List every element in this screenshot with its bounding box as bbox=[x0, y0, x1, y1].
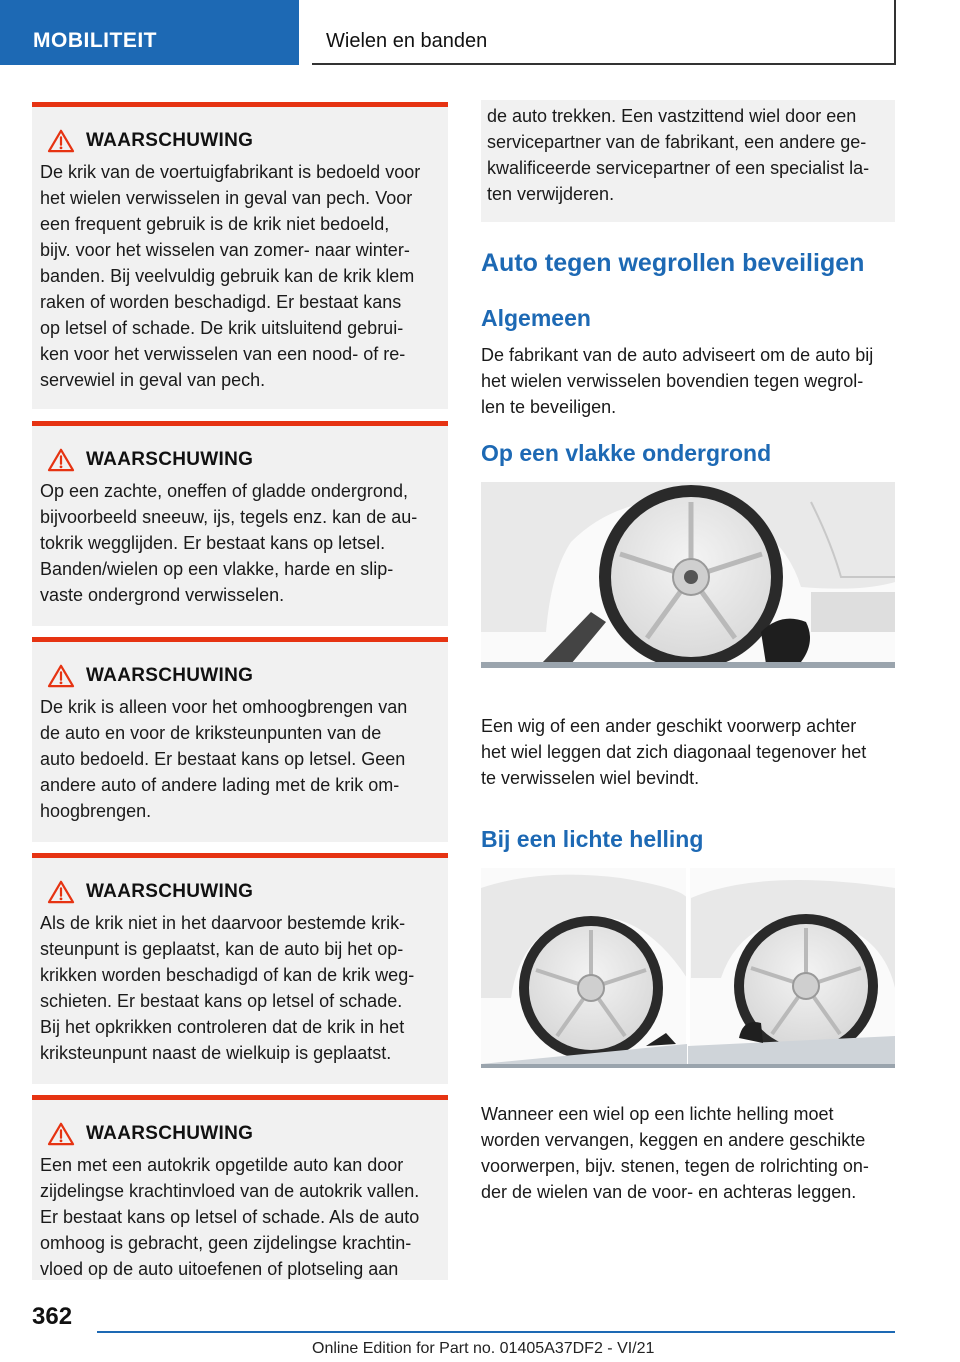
warning-line: bijv. voor het wisselen van zomer- naar winter- bbox=[40, 240, 410, 260]
paragraph-flat-ground bbox=[481, 713, 895, 791]
text-line: worden vervangen, keggen en andere geschikte bbox=[481, 1130, 866, 1150]
text-line: der de wielen van de voor- en achteras leggen. bbox=[481, 1182, 857, 1202]
text-line: len te beveiligen. bbox=[481, 397, 617, 417]
warning-title-text: WAARSCHUWING bbox=[86, 881, 254, 902]
paragraph-general bbox=[481, 342, 895, 420]
warning-line: kriksteunpunt naast de wielkuip is geplaatst. bbox=[40, 1043, 392, 1063]
warning-line: Bij het opkrikken controleren dat de krik in het bbox=[40, 1017, 405, 1037]
footer-edition: Online Edition for Part no. 01405A37DF2 - VI/21 bbox=[312, 1340, 655, 1357]
warning-title bbox=[40, 129, 438, 153]
page-number: 362 bbox=[32, 1303, 73, 1330]
warning-line: Er bestaat kans op letsel of schade. Als de auto bbox=[40, 1207, 420, 1227]
warning-body bbox=[40, 694, 438, 824]
wheel-chock-illustration bbox=[481, 482, 895, 668]
warning-body bbox=[40, 910, 438, 1066]
warning-line: bijvoorbeeld sneeuw, ijs, tegels enz. kan de au- bbox=[40, 507, 418, 527]
warning-title-text: WAARSCHUWING bbox=[86, 665, 254, 686]
warning-triangle-icon bbox=[46, 129, 76, 153]
warning-line: tokrik wegglijden. Er bestaat kans op letsel. bbox=[40, 533, 386, 553]
warning-box-1 bbox=[32, 102, 448, 409]
warning-box-2 bbox=[32, 421, 448, 626]
warning-triangle-icon bbox=[46, 1122, 76, 1146]
warning-line: krikken worden beschadigd of kan de krik weg- bbox=[40, 965, 415, 985]
warning-line: banden. Bij veelvuldig gebruik kan de krik klem bbox=[40, 266, 415, 286]
header-chapter bbox=[312, 0, 896, 65]
warning-title-text: WAARSCHUWING bbox=[86, 1123, 254, 1144]
wheel-slope-illustration bbox=[481, 868, 895, 1068]
warning-triangle-icon bbox=[46, 664, 76, 688]
warning-line: Als de krik niet in het daarvoor bestemde krik- bbox=[40, 913, 406, 933]
warning-line: vaste ondergrond verwisselen. bbox=[40, 585, 285, 605]
warning-triangle-icon bbox=[46, 448, 76, 472]
warning-title-text: WAARSCHUWING bbox=[86, 449, 254, 470]
heading-flat-ground: Op een vlakke ondergrond bbox=[481, 440, 772, 466]
warning-line: ken voor het verwisselen van een nood- of re- bbox=[40, 344, 406, 364]
warning-line: vloed op de auto uitoefenen of plotseling aan bbox=[40, 1259, 399, 1279]
header-chapter-label: Wielen en banden bbox=[326, 30, 488, 52]
warning-line: Een met een autokrik opgetilde auto kan door bbox=[40, 1155, 404, 1175]
text-line: De fabrikant van de auto adviseert om de auto bij bbox=[481, 345, 874, 365]
warning-line: raken of worden beschadigd. Er bestaat kans bbox=[40, 292, 402, 312]
paragraph-slope bbox=[481, 1101, 895, 1205]
section-title: Auto tegen wegrollen beveiligen bbox=[481, 249, 865, 277]
warning-box-5 bbox=[32, 1095, 448, 1280]
warning-line: een frequent gebruik is de krik niet bedoeld, bbox=[40, 214, 390, 234]
warning-box-4 bbox=[32, 853, 448, 1084]
warning-box-3 bbox=[32, 637, 448, 842]
warning-title bbox=[40, 448, 438, 472]
warning-line: andere auto of andere lading met de krik om- bbox=[40, 775, 400, 795]
continuation-line: kwalificeerde servicepartner of een specialist la- bbox=[487, 158, 870, 178]
warning-continuation bbox=[481, 100, 895, 222]
warning-title-text: WAARSCHUWING bbox=[86, 130, 254, 151]
warning-line: Banden/wielen op een vlakke, harde en slip- bbox=[40, 559, 394, 579]
heading-general: Algemeen bbox=[481, 305, 591, 331]
text-line: Een wig of een ander geschikt voorwerp achter bbox=[481, 716, 857, 736]
warning-body bbox=[40, 159, 438, 393]
warning-line: zijdelingse krachtinvloed van de autokrik vallen. bbox=[40, 1181, 420, 1201]
header-section-tab bbox=[0, 0, 299, 65]
figure-wheel-flat-ground bbox=[481, 482, 895, 668]
warning-line: De krik van de voertuigfabrikant is bedoeld voor bbox=[40, 162, 421, 182]
continuation-line: servicepartner van de fabrikant, een andere ge- bbox=[487, 132, 867, 152]
header-section-label: MOBILITEIT bbox=[33, 29, 157, 52]
text-line: het wielen verwisselen bovendien tegen wegrol- bbox=[481, 371, 864, 391]
warning-line: schieten. Er bestaat kans op letsel of schade. bbox=[40, 991, 403, 1011]
text-line: het wiel leggen dat zich diagonaal tegenover het bbox=[481, 742, 867, 762]
warning-line: het wielen verwisselen in geval van pech. Voor bbox=[40, 188, 413, 208]
warning-line: hoogbrengen. bbox=[40, 801, 152, 821]
heading-slope: Bij een lichte helling bbox=[481, 826, 704, 852]
continuation-line: de auto trekken. Een vastzittend wiel door een bbox=[487, 106, 857, 126]
footer-divider bbox=[97, 1331, 895, 1333]
text-line: te verwisselen wiel bevindt. bbox=[481, 768, 700, 788]
warning-line: omhoog is gebracht, geen zijdelingse krachtin- bbox=[40, 1233, 412, 1253]
warning-line: servewiel in geval van pech. bbox=[40, 370, 266, 390]
warning-triangle-icon bbox=[46, 880, 76, 904]
warning-title bbox=[40, 664, 438, 688]
warning-line: auto bedoeld. Er bestaat kans op letsel. Geen bbox=[40, 749, 406, 769]
text-line: voorwerpen, bijv. stenen, tegen de rolrichting on- bbox=[481, 1156, 869, 1176]
continuation-line: ten verwijderen. bbox=[487, 184, 615, 204]
warning-title bbox=[40, 880, 438, 904]
figure-wheels-slope bbox=[481, 868, 895, 1068]
warning-line: op letsel of schade. De krik uitsluitend gebrui- bbox=[40, 318, 404, 338]
text-line: Wanneer een wiel op een lichte helling moet bbox=[481, 1104, 834, 1124]
warning-line: steunpunt is geplaatst, kan de auto bij het op- bbox=[40, 939, 404, 959]
warning-line: De krik is alleen voor het omhoogbrengen van bbox=[40, 697, 408, 717]
warning-body bbox=[40, 478, 438, 608]
warning-line: de auto en voor de kriksteunpunten van de bbox=[40, 723, 382, 743]
warning-line: Op een zachte, oneffen of gladde ondergrond, bbox=[40, 481, 408, 501]
warning-body bbox=[40, 1152, 438, 1280]
warning-title bbox=[40, 1122, 438, 1146]
